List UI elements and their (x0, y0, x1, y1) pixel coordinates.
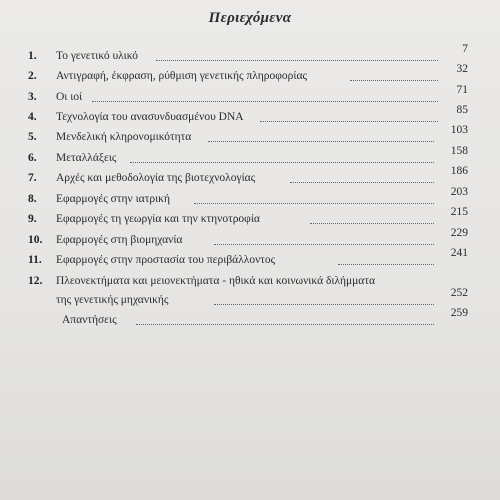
entry-page: 71 (456, 84, 468, 96)
toc-entry (28, 84, 468, 106)
entry-page: 158 (450, 145, 468, 157)
toc-entry (28, 307, 468, 329)
dot-leader (290, 182, 434, 183)
entry-page: 241 (450, 247, 468, 259)
entry-number: 1. (28, 50, 37, 62)
entry-page: 215 (450, 206, 468, 218)
toc-entry-continuation (28, 287, 468, 309)
dot-leader (260, 121, 438, 122)
entry-number: 12. (28, 275, 43, 287)
toc-entry (28, 43, 468, 65)
dot-leader (136, 324, 434, 325)
entry-title: Εφαρμογές τη γεωργία και την κτηνοτροφία (56, 213, 260, 225)
dot-leader (214, 244, 434, 245)
dot-leader (130, 162, 434, 163)
entry-page: 259 (450, 307, 468, 319)
entry-title-continued: της γενετικής μηχανικής (56, 294, 169, 306)
dot-leader (350, 80, 438, 81)
entry-title: Αντιγραφή, έκφραση, ρύθμιση γενετικής πληροφορίας (56, 70, 308, 82)
toc-entry (28, 227, 468, 249)
entry-number: 5. (28, 131, 37, 143)
dot-leader (214, 304, 434, 305)
entry-page: 186 (450, 165, 468, 177)
entry-number: 7. (28, 172, 37, 184)
toc-entry (28, 272, 468, 290)
entry-number: 3. (28, 91, 37, 103)
entry-page: 203 (450, 186, 468, 198)
entry-page: 252 (450, 287, 468, 299)
entry-number: 2. (28, 70, 37, 82)
entry-title: Το γενετικό υλικό (56, 50, 138, 62)
dot-leader (194, 203, 434, 204)
entry-number: 10. (28, 234, 43, 246)
entry-title: Μενδελική κληρονομικότητα (56, 131, 192, 143)
dot-leader (208, 141, 434, 142)
entry-number: 4. (28, 111, 37, 123)
toc-entry (28, 124, 468, 146)
toc-entry (28, 247, 468, 269)
entry-title: Μεταλλάξεις (56, 152, 117, 164)
entry-page: 7 (462, 43, 468, 55)
toc-entry (28, 104, 468, 126)
toc-entry (28, 206, 468, 228)
toc-entry (28, 145, 468, 167)
dot-leader (156, 60, 438, 61)
entry-number: 6. (28, 152, 37, 164)
entry-title: Εφαρμογές στην προστασία του περιβάλλοντος (56, 254, 276, 266)
entry-page: 229 (450, 227, 468, 239)
entry-title: Πλεονεκτήματα και μειονεκτήματα - ηθικά και κοινωνικά διλήμματα (56, 275, 375, 287)
page-title: Περιεχόμενα (208, 10, 292, 26)
toc-entry (28, 186, 468, 208)
toc-entry (28, 63, 468, 85)
entry-title: Οι ιοί (56, 91, 83, 103)
entry-number: 11. (28, 254, 42, 266)
dot-leader (310, 223, 434, 224)
entry-title: Αρχές και μεθοδολογία της βιοτεχνολογίας (56, 172, 256, 184)
entry-title: Εφαρμογές στην ιατρική (56, 193, 170, 205)
entry-title: Εφαρμογές στη βιομηχανία (56, 234, 183, 246)
entry-title: Απαντήσεις (62, 314, 117, 326)
entry-page: 103 (450, 124, 468, 136)
entry-title: Τεχνολογία του ανασυνδυασμένου DNA (56, 111, 244, 123)
dot-leader (92, 101, 438, 102)
entry-number: 8. (28, 193, 37, 205)
dot-leader (338, 264, 434, 265)
entry-page: 32 (456, 63, 468, 75)
entry-page: 85 (456, 104, 468, 116)
entry-number: 9. (28, 213, 37, 225)
toc-entry (28, 165, 468, 187)
